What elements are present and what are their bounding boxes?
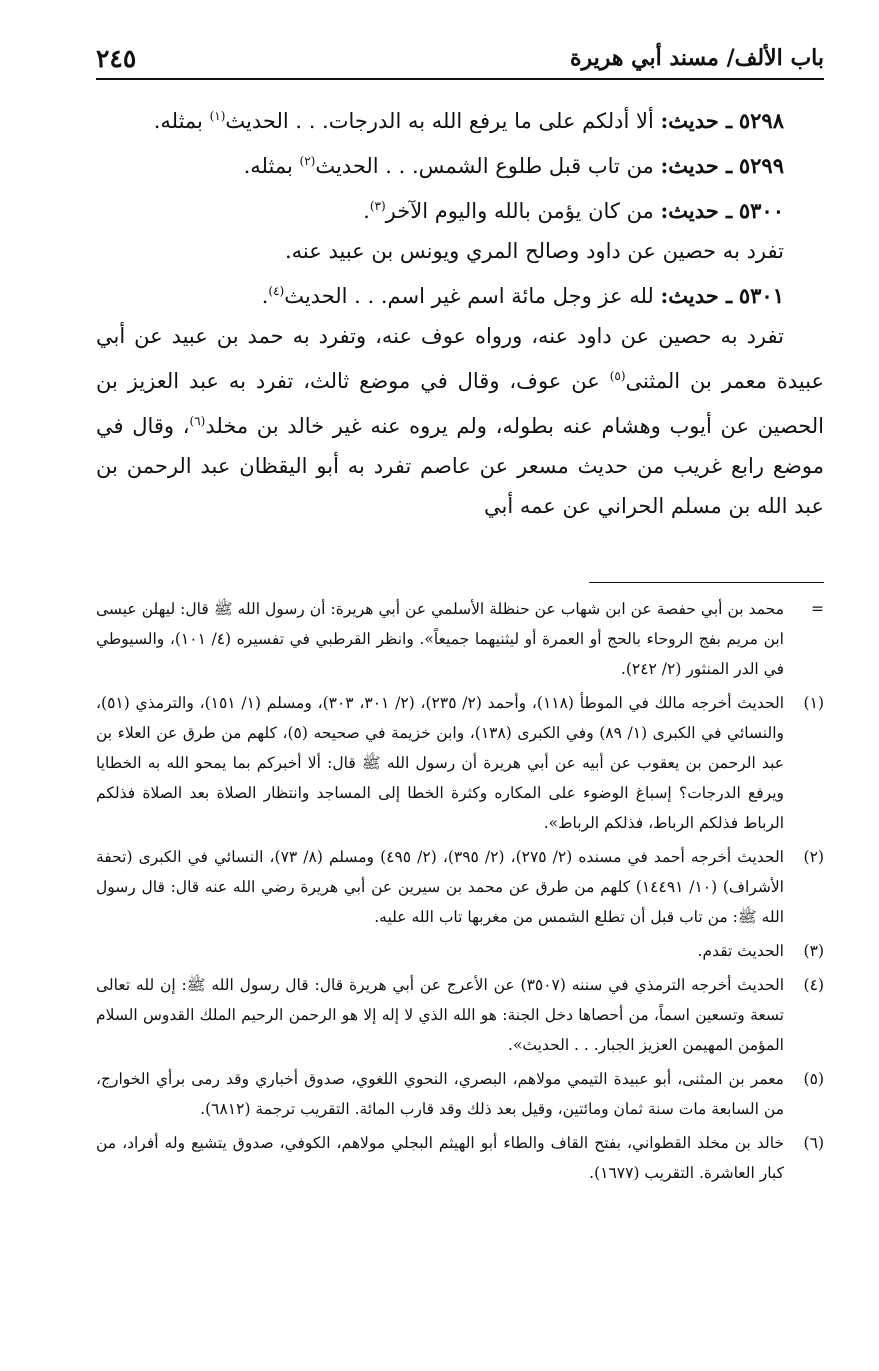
footnote-divider bbox=[589, 582, 824, 583]
entry-number: ٥٣٠١ bbox=[738, 283, 784, 308]
footnote-2 bbox=[96, 842, 824, 932]
entry-text: لله عز وجل مائة اسم غير اسم. . . الحديث bbox=[284, 284, 654, 308]
footnote-ref[interactable]: (٥) bbox=[609, 369, 626, 383]
entry-label: ـ حديث: bbox=[660, 153, 733, 178]
footnote-ref[interactable]: (٦) bbox=[189, 414, 206, 428]
footnote-5 bbox=[96, 1064, 824, 1124]
hadith-entry-5301 bbox=[96, 271, 824, 316]
entry-tail: بمثله. bbox=[153, 109, 210, 133]
footnote-ref[interactable]: (٤) bbox=[268, 284, 285, 298]
footnote-mark: (١) bbox=[803, 694, 824, 712]
footnote-text: الحديث أخرجه مالك في الموطأ (١١٨)، وأحمد (٢/ ٢٣٥)، (٢/ ٣٠١، ٣٠٣)، ومسلم (١/ ١٥١)، والترمذي (٥١)، والنسائي في الكبرى (١/ ٨٩) وفي الكبرى (١٣٨)، وابن خزيمة في صحيحه (٥)، كلهم من طرق عن العلاء بن عبد الرحمن بن يعقوب عن أبيه عن أبي هريرة أن رسول الله ﷺ قال: ألا أخبركم بما يمحو الله به الخطايا ويرفع الدرجات؟ إسباغ الوضوء على المكاره وكثرة الخطا إلى المساجد وانتظار الصلاة بعد الصلاة فذلكم الرباط فذلكم الرباط، فذلكم الرباط». bbox=[96, 694, 785, 832]
footnote-4 bbox=[96, 970, 824, 1060]
remark-text: تفرد به حصين عن داود وصالح المري ويونس بن عبيد عنه. bbox=[284, 239, 784, 263]
footnotes bbox=[96, 594, 824, 1192]
commentary-part-3: ، وقال في موضع رابع غريب من حديث مسعر عن عاصم تفرد به أبو اليقظان عبد الرحمن بن عبد الله بن مسلم الحراني عن عمه أبي bbox=[96, 414, 824, 518]
footnote-text: الحديث تقدم. bbox=[697, 942, 784, 960]
entry-text: ألا أدلكم على ما يرفع الله به الدرجات. . . الحديث bbox=[225, 109, 654, 133]
footnote-mark: = bbox=[811, 600, 824, 618]
commentary-part-2: عن عوف، وقال في موضع ثالث، تفرد به عبد العزيز بن الحصين عن أيوب وهشام عنه بطوله، ولم يروه عنه غير خالد بن مخلد bbox=[96, 369, 824, 438]
page-number: ٢٤٥ bbox=[96, 43, 137, 73]
footnote-text: الحديث أخرجه أحمد في مسنده (٢/ ٢٧٥)، (٢/ ٣٩٥)، (٢/ ٤٩٥) ومسلم (٨/ ٧٣)، النسائي في الكبرى (تحفة الأشراف) (١٠/ ١٤٤٩١) كلهم من طرق عن محمد بن سيرين عن أبي هريرة رضي الله عنه قال: قال رسول الله ﷺ: من تاب قبل أن تطلع الشمس من مغربها تاب الله عليه. bbox=[96, 848, 784, 926]
footnote-6 bbox=[96, 1128, 824, 1188]
footnote-ref[interactable]: (٣) bbox=[369, 199, 386, 213]
running-header bbox=[96, 38, 824, 80]
main-text bbox=[96, 96, 824, 526]
entry-label: ـ حديث: bbox=[660, 198, 733, 223]
footnote-text: محمد بن أبي حفصة عن ابن شهاب عن حنظلة الأسلمي عن أبي هريرة: أن رسول الله ﷺ قال: ليهلن عيسى ابن مريم بفج الروحاء بالحج أو العمرة أو ليثنيهما جميعاً». وانظر القرطبي في تفسيره (٤/ ١٠١)، والسيوطي في الدر المنثور (٢/ ٢٤٢). bbox=[96, 600, 784, 678]
entry-number: ٥٢٩٩ bbox=[738, 153, 784, 178]
footnote-ref[interactable]: (٢) bbox=[299, 154, 316, 168]
footnote-mark: (٤) bbox=[803, 976, 824, 994]
hadith-entry-5300 bbox=[96, 186, 824, 231]
footnote-mark: (٥) bbox=[803, 1070, 824, 1088]
entry-tail: بمثله. bbox=[243, 154, 300, 178]
entry-number: ٥٢٩٨ bbox=[738, 108, 784, 133]
footnote-text: معمر بن المثنى، أبو عبيدة التيمي مولاهم، البصري، النحوي اللغوي، صدوق أخباري وقد رمى برأي الخوارج، من السابعة مات سنة ثمان ومائتين، وقيل بعد ذلك وقد قارب المائة. التقريب ترجمة (٦٨١٢). bbox=[96, 1070, 784, 1118]
footnote-text: خالد بن مخلد القطواني، بفتح القاف والطاء أبو الهيثم البجلي مولاهم، الكوفي، صدوق يتشيع وله أفراد، من كبار العاشرة. التقريب (١٦٧٧). bbox=[96, 1134, 784, 1182]
commentary-part-1: تفرد به حصين عن داود عنه، ورواه عوف عنه، وتفرد به حمد بن عبيد عن أبي عبيدة معمر بن المثنى bbox=[96, 324, 824, 393]
header-title: باب الألف/ مسند أبي هريرة bbox=[569, 45, 824, 71]
footnote-mark: (٦) bbox=[803, 1134, 824, 1152]
footnote-text: الحديث أخرجه الترمذي في سننه (٣٥٠٧) عن الأعرج عن أبي هريرة قال: قال رسول الله ﷺ: إن لله تعالى تسعة وتسعين اسماً، من أحصاها دخل الجنة: هو الله الذي لا إله إلا هو الرحمن الرحيم الملك القدوس السلام المؤمن المهيمن العزيز الجبار. . . الحديث». bbox=[96, 976, 785, 1054]
footnote-1 bbox=[96, 688, 824, 838]
hadith-entry-5298 bbox=[96, 96, 824, 141]
entry-tail: . bbox=[261, 284, 269, 308]
footnote-mark: (٣) bbox=[803, 942, 824, 960]
entry-label: ـ حديث: bbox=[660, 283, 733, 308]
footnote-3 bbox=[96, 936, 824, 966]
hadith-entry-5299 bbox=[96, 141, 824, 186]
footnote-continued bbox=[96, 594, 824, 684]
footnote-mark: (٢) bbox=[803, 848, 824, 866]
entry-text: من كان يؤمن بالله واليوم الآخر bbox=[385, 199, 654, 223]
entry-label: ـ حديث: bbox=[660, 108, 733, 133]
entry-text: من تاب قبل طلوع الشمس. . . الحديث bbox=[315, 154, 654, 178]
commentary-paragraph bbox=[96, 316, 824, 526]
footnote-ref[interactable]: (١) bbox=[209, 109, 226, 123]
entry-number: ٥٣٠٠ bbox=[738, 198, 784, 223]
entry-tail: . bbox=[363, 199, 370, 223]
